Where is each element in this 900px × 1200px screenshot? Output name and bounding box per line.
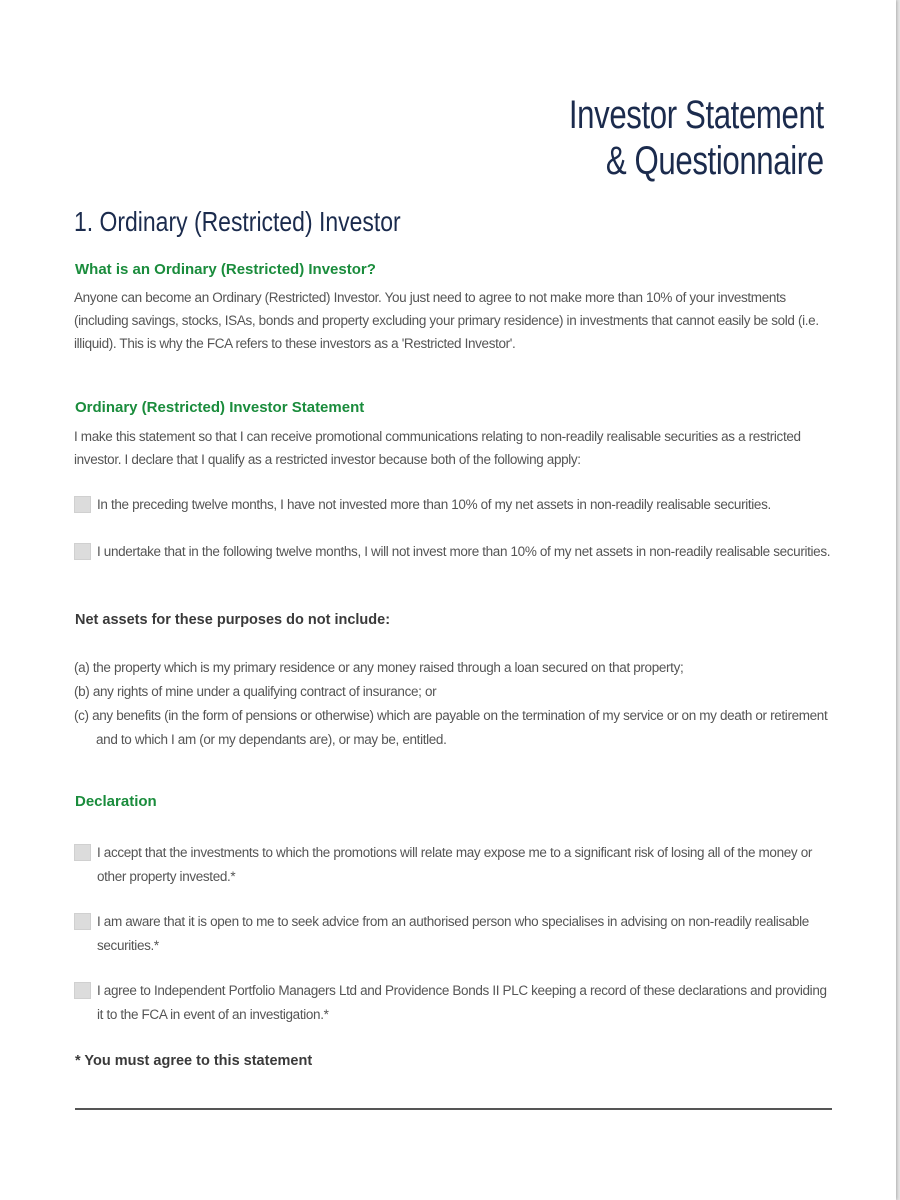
- signature-divider: [75, 1108, 832, 1110]
- statement-checkbox-1[interactable]: [74, 496, 91, 513]
- statement-checkbox-1-label: In the preceding twelve months, I have not invested more than 10% of my net assets in non-readily realisable securities.: [97, 497, 771, 512]
- what-is-paragraph: Anyone can become an Ordinary (Restricted) Investor. You just need to agree to not make more than 10% of your investments (including savings, stocks, ISAs, bonds and property excluding your primary residence) in investments that cannot easily be sold (i.e. illiquid). This is why the FCA refers to these investors as a 'Restricted Investor'.: [74, 290, 819, 351]
- declaration-checkbox-2[interactable]: [74, 913, 91, 930]
- declaration-checkbox-1-label: I accept that the investments to which the promotions will relate may expose me to a significant risk of losing all of the money or other property invested.*: [97, 845, 813, 884]
- statement-paragraph: I make this statement so that I can receive promotional communications relating to non-readily realisable securities as a restricted investor. I declare that I qualify as a restricted investor because both of the following apply:: [74, 429, 801, 467]
- document-title-line-1: Investor Statement: [569, 93, 824, 137]
- declaration-checkbox-row-1: [74, 841, 834, 889]
- declaration-required-note: * You must agree to this statement: [75, 1053, 313, 1069]
- declaration-checkbox-row-2: [74, 910, 834, 958]
- net-assets-item-a: (a) the property which is my primary residence or any money raised through a loan secured on that property;: [74, 660, 684, 675]
- declaration-checkbox-row-3: [74, 979, 834, 1027]
- declaration-checkbox-3-label: I agree to Independent Portfolio Managers Ltd and Providence Bonds II PLC keeping a record of these declarations and providing it to the FCA in event of an investigation.*: [97, 983, 827, 1022]
- declaration-checkbox-1[interactable]: [74, 844, 91, 861]
- net-assets-item-b: (b) any rights of mine under a qualifying contract of insurance; or: [74, 684, 437, 699]
- statement-checkbox-row-2: [74, 540, 834, 564]
- net-assets-list: [74, 656, 834, 752]
- what-is-heading: What is an Ordinary (Restricted) Investor?: [75, 261, 376, 278]
- statement-checkbox-2[interactable]: [74, 543, 91, 560]
- declaration-checkbox-3[interactable]: [74, 982, 91, 999]
- section-heading: 1. Ordinary (Restricted) Investor: [74, 206, 401, 237]
- statement-checkbox-row-1: [74, 493, 834, 517]
- net-assets-heading: Net assets for these purposes do not include:: [75, 612, 391, 628]
- declaration-heading: Declaration: [75, 793, 157, 810]
- document-title: [569, 92, 824, 184]
- statement-checkbox-2-label: I undertake that in the following twelve months, I will not invest more than 10% of my net assets in non-readily realisable securities.: [97, 544, 831, 559]
- statement-heading: Ordinary (Restricted) Investor Statement: [75, 399, 365, 416]
- document-title-line-2: & Questionnaire: [606, 139, 824, 183]
- net-assets-item-c: (c) any benefits (in the form of pensions or otherwise) which are payable on the termination of my service or on my death or retirement and to which I am (or my dependants are), or may be, entitled.: [74, 708, 828, 747]
- declaration-checkbox-2-label: I am aware that it is open to me to seek advice from an authorised person who specialises in advising on non-readily realisable securities.*: [97, 914, 809, 953]
